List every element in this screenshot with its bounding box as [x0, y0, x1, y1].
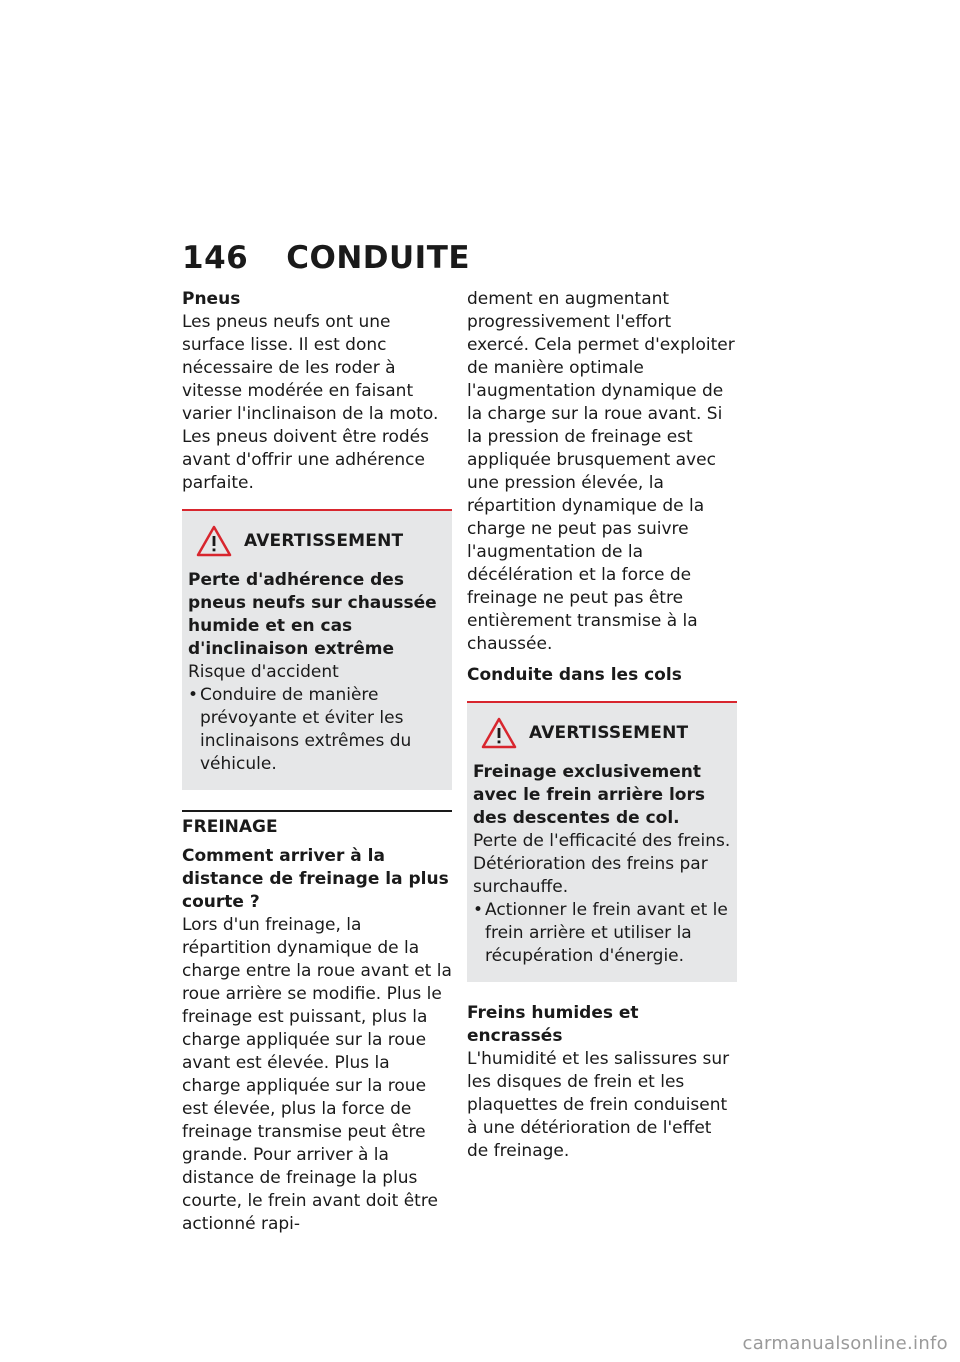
left-column [182, 288, 452, 1236]
warning-header [473, 717, 731, 749]
warning-bullet [188, 684, 446, 776]
warning-triangle-icon [481, 717, 517, 749]
continued-paragraph: dement en augmentant progressivement l'effort exercé. Cela permet d'exploiter de manière optimale l'augmentation dynamique de la charge sur la roue avant. Si la pression de freinage est appliquée brusquement avec une pression élevée, la répartition dynamique de la charge ne peut pas suivre l'augmentation de la décélération et la force de freinage ne peut pas être entièrement transmise à la chaussée. [467, 289, 735, 654]
warning-risk: Perte de l'efficacité des freins. Détérioration des freins par surchauffe. [473, 831, 731, 897]
freinage-section [182, 810, 452, 839]
warning-heading: Freinage exclusivement avec le frein arrière lors des descentes de col. [473, 762, 705, 828]
pneus-paragraph: Les pneus neufs ont une surface lisse. Il est donc nécessaire de les roder à vitesse modérée en faisant varier l'inclinaison de la moto. Les pneus doivent être rodés avant d'offrir une adhérence parfaite. [182, 312, 439, 493]
bullet-dot-icon: • [188, 685, 199, 705]
distance-heading: Comment arriver à la distance de freinage la plus courte ? [182, 846, 449, 912]
cols-heading: Conduite dans les cols [467, 665, 682, 685]
warning-box-tires [182, 509, 452, 790]
warning-label: AVERTISSEMENT [529, 722, 689, 743]
freinage-heading: FREINAGE [182, 817, 278, 837]
warning-heading: Perte d'adhérence des pneus neufs sur chaussée humide et en cas d'inclinaison extrême [188, 570, 437, 659]
warning-bullet-text: Conduire de manière prévoyante et éviter les inclinaisons extrêmes du véhicule. [200, 685, 412, 774]
warning-risk: Risque d'accident [188, 662, 339, 682]
warning-box-cols [467, 701, 737, 982]
humides-heading: Freins humides et encrassés [467, 1003, 639, 1046]
distance-paragraph: Lors d'un freinage, la répartition dynamique de la charge entre la roue avant et la roue arrière se modifie. Plus le freinage est puissant, plus la charge appliquée sur la roue avant est élevée. Plus la charge appliquée sur la roue est élevée, plus la force de freinage transmise peut être grande. Pour arriver à la distance de freinage la plus courte, le frein avant doit être actionné rapi- [182, 915, 452, 1234]
page-number: 146 [182, 240, 249, 276]
right-column [467, 288, 737, 1163]
chapter-title: CONDUITE [286, 240, 471, 276]
pneus-heading: Pneus [182, 289, 241, 309]
warning-triangle-icon [196, 525, 232, 557]
watermark: carmanualsonline.info [742, 1333, 948, 1354]
warning-header [188, 525, 446, 557]
warning-bullet [473, 899, 731, 968]
bullet-dot-icon: • [473, 900, 484, 920]
page-header [182, 240, 470, 276]
warning-label: AVERTISSEMENT [244, 530, 404, 551]
warning-bullet-text: Actionner le frein avant et le frein arrière et utiliser la récupération d'énergie. [485, 900, 728, 966]
humides-paragraph: L'humidité et les salissures sur les disques de frein et les plaquettes de frein conduisent à une détérioration de l'effet de freinage. [467, 1049, 730, 1161]
